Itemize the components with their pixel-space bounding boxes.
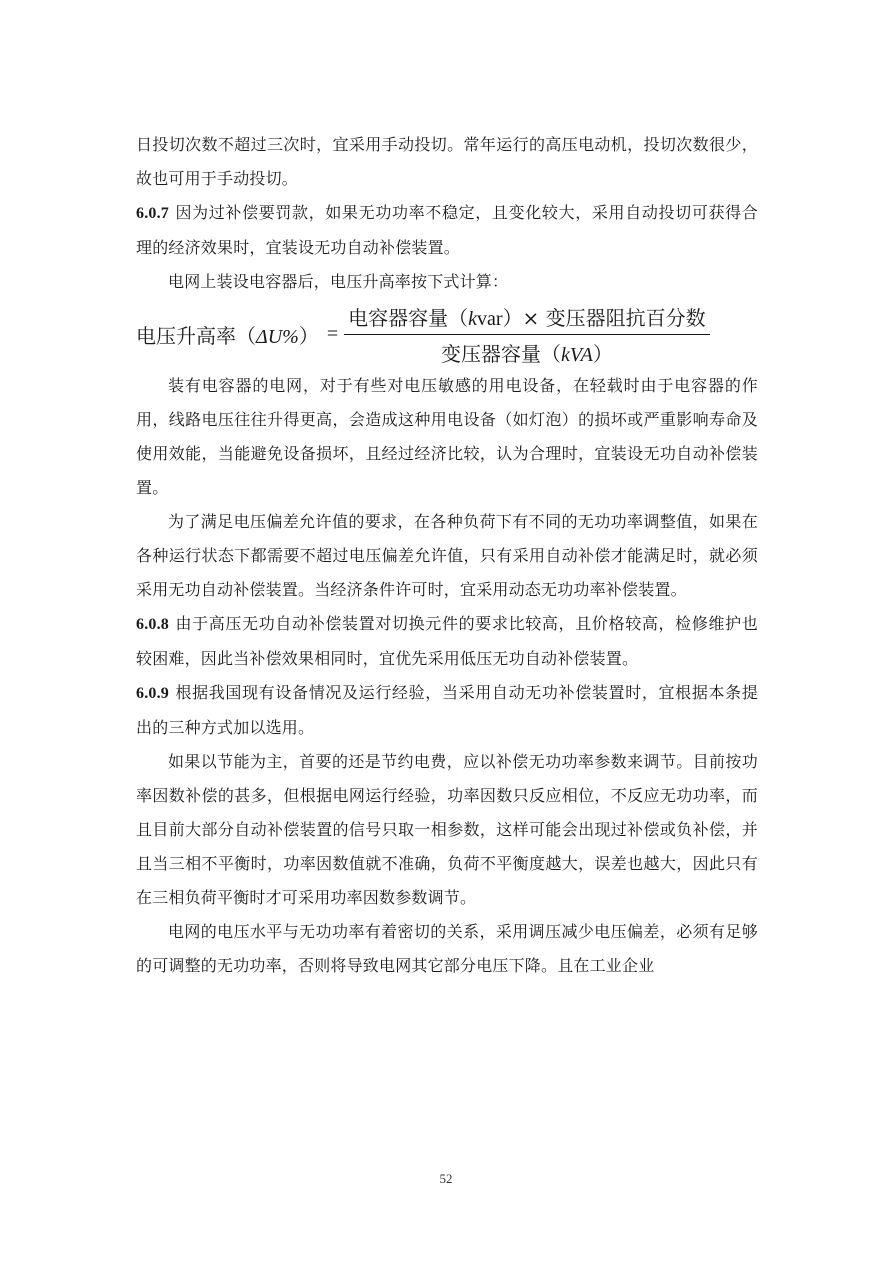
clause-number: 6.0.7 (136, 205, 169, 222)
equals-sign: = (326, 322, 339, 345)
formula-numerator: 电容器容量（kvar）× 变压器阻抗百分数 (344, 302, 710, 335)
paragraph-text: 根据我国现有设备情况及运行经验，当采用自动无功补偿装置时，宜根据本条提出的三种方式加以选用。 (136, 683, 758, 737)
clause-6-0-9 (136, 676, 758, 745)
clause-6-0-8 (136, 607, 758, 676)
paragraph-text: 电网上装设电容器后，电压升高率按下式计算： (168, 272, 509, 291)
paragraph-text: 因为过补偿要罚款，如果无功功率不稳定，且变化较大，采用自动投切可获得合理的经济效果时，宜装设无功自动补偿装置。 (136, 203, 758, 257)
formula-denominator: 变压器容量（kVA） (440, 341, 613, 366)
paragraph-text: 日投切次数不超过三次时，宜采用手动投切。常年运行的高压电动机，投切次数很少，故也可用于手动投切。 (136, 135, 758, 188)
paragraph-voltage-level (136, 915, 758, 983)
formula-lhs: 电压升高率（ΔU%） (136, 323, 319, 348)
paragraph-energy-saving (136, 745, 758, 915)
paragraph-text: 由于高压无功自动补偿装置对切换元件的要求比较高，且价格较高，检修维护也较困难，因此当补偿效果相同时，宜优先采用低压无功自动补偿装置。 (136, 614, 758, 668)
paragraph-voltage-deviation (136, 505, 758, 607)
paragraph-formula-intro (136, 265, 758, 299)
paragraph-text: 装有电容器的电网，对于有些对电压敏感的用电设备，在轻载时由于电容器的作用，线路电压往往升得更高，会造成这种用电设备（如灯泡）的损坏或严重影响寿命及使用效能，当能避免设备损坏，且经过经济比较，认为合理时，宜装设无功自动补偿装置。 (136, 376, 758, 497)
document-body (136, 128, 758, 983)
formula-fraction (344, 302, 710, 367)
paragraph-continuation (136, 128, 758, 196)
delta-u-symbol: ΔU% (256, 325, 299, 348)
paragraph-text: 为了满足电压偏差允许值的要求，在各种负荷下有不同的无功功率调整值，如果在各种运行状态下都需要不超过电压偏差允许值，只有采用自动补偿才能满足时，就必须采用无功自动补偿装置。当经济条件许可时，宜采用动态无功功率补偿装置。 (136, 512, 758, 599)
clause-number: 6.0.9 (136, 685, 169, 702)
page-number: 52 (439, 1171, 453, 1186)
paragraph-text: 电网的电压水平与无功功率有着密切的关系，采用调压减少电压偏差，必须有足够的可调整的无功功率，否则将导致电网其它部分电压下降。且在工业企业 (136, 922, 758, 975)
paragraph-capacitor-effect (136, 369, 758, 505)
clause-number: 6.0.8 (136, 616, 169, 633)
paragraph-text: 如果以节能为主，首要的还是节约电费，应以补偿无功功率参数来调节。目前按功率因数补偿的甚多，但根据电网运行经验，功率因数只反应相位，不反应无功功率，而且目前大部分自动补偿装置的信号只取一相参数，这样可能会出现过补偿或负补偿，并且当三相不平衡时，功率因数值就不准确，负荷不平衡度越大，误差也越大，因此只有在三相负荷平衡时才可采用功率因数参数调节。 (136, 752, 758, 907)
voltage-rise-formula (136, 299, 758, 369)
clause-6-0-7 (136, 196, 758, 265)
